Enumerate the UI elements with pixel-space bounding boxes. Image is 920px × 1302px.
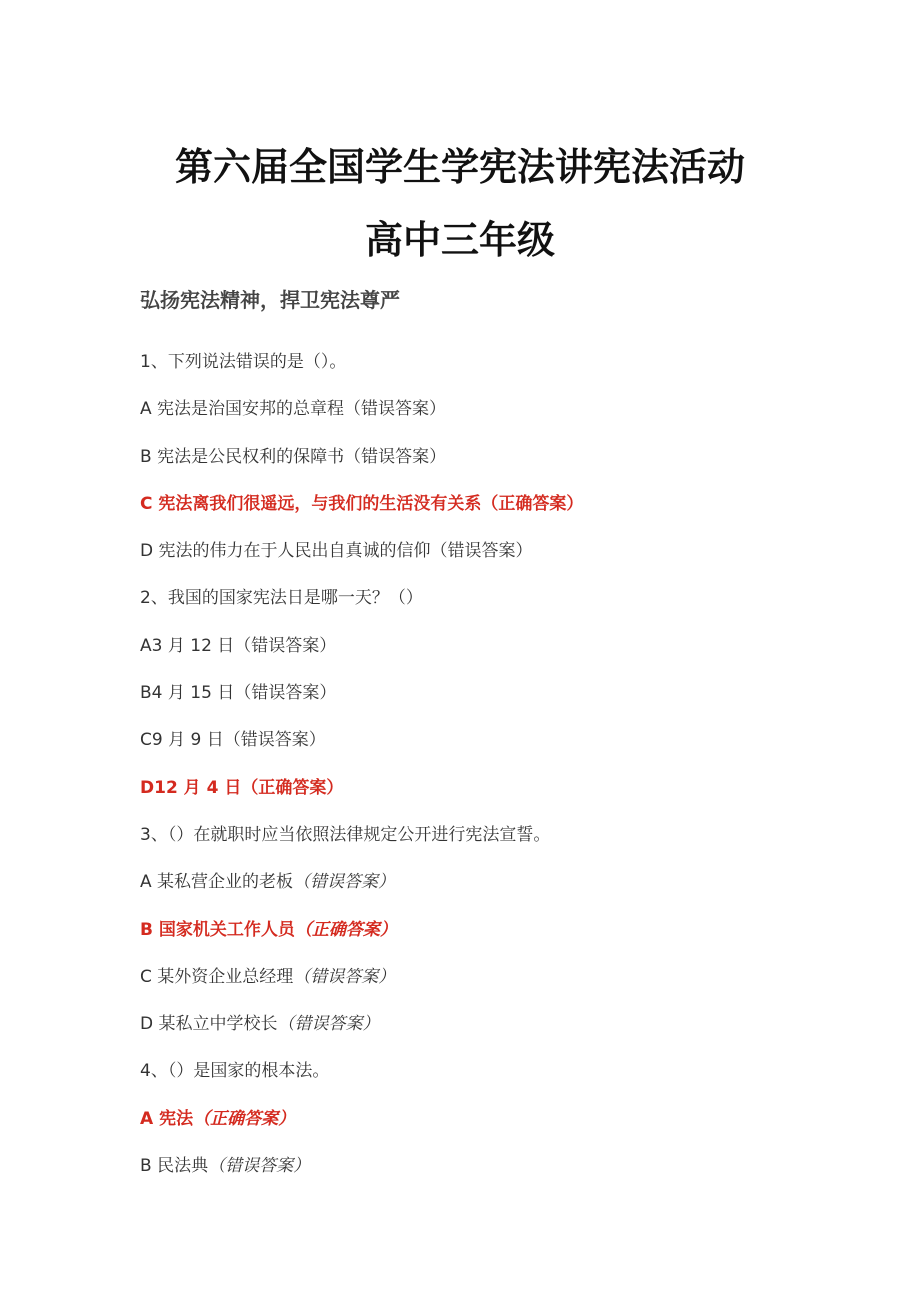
option-3d (140, 1012, 880, 1059)
line-text: B 国家机关工作人员 (140, 919, 295, 940)
option-2b (140, 681, 880, 728)
answer-tag: （错误答案） (277, 1014, 380, 1035)
answer-tag: （正确答案） (241, 777, 344, 798)
question-list (140, 350, 880, 1201)
answer-tag: （错误答案） (293, 872, 396, 893)
answer-tag: （正确答案） (294, 919, 397, 940)
option-3a (140, 870, 880, 917)
line-text: 3、（）在就职时应当依照法律规定公开进行宪法宣誓。 (140, 824, 551, 845)
answer-tag: （正确答案） (481, 493, 584, 514)
question-4 (140, 1059, 880, 1106)
answer-tag: （错误答案） (234, 683, 337, 704)
option-3c (140, 965, 880, 1012)
option-1d (140, 539, 880, 586)
answer-tag: （正确答案） (193, 1108, 296, 1129)
line-text: 1、下列说法错误的是（）。 (140, 352, 347, 372)
line-text: B 宪法是公民权利的保障书 (140, 446, 345, 467)
line-text: C9 月 9 日 (140, 730, 224, 751)
question-2 (140, 586, 880, 633)
line-text: C 宪法离我们很遥远，与我们的生活没有关系 (140, 493, 482, 514)
line-text: A 宪法 (140, 1108, 194, 1129)
document-subtitle: 弘扬宪法精神，捍卫宪法尊严 (140, 288, 400, 312)
answer-tag: （错误答案） (208, 1156, 311, 1177)
line-text: D12 月 4 日 (140, 777, 242, 798)
question-3 (140, 823, 880, 870)
option-2c (140, 728, 880, 775)
answer-tag: （错误答案） (293, 966, 396, 987)
line-text: A3 月 12 日 (140, 635, 235, 656)
answer-tag: （错误答案） (344, 446, 447, 467)
line-text: 4、（）是国家的根本法。 (140, 1061, 330, 1082)
option-2d-correct (140, 776, 880, 823)
answer-tag: （错误答案） (430, 541, 533, 562)
line-text: B 民法典 (140, 1156, 209, 1177)
option-1a (140, 397, 880, 444)
option-3b-correct (140, 918, 880, 965)
option-1b (140, 445, 880, 492)
line-text: B4 月 15 日 (140, 683, 235, 704)
line-text: C 某外资企业总经理 (140, 966, 294, 987)
answer-tag: （错误答案） (234, 635, 337, 656)
line-text: 2、我国的国家宪法日是哪一天？（） (140, 588, 423, 609)
option-2a (140, 634, 880, 681)
option-4a-correct (140, 1107, 880, 1154)
line-text: D 宪法的伟力在于人民出自真诚的信仰 (140, 541, 431, 562)
document-grade-title: 高中三年级 (364, 218, 555, 262)
line-text: D 某私立中学校长 (140, 1014, 278, 1035)
line-text: A 宪法是治国安邦的总章程 (140, 399, 345, 420)
option-1c-correct (140, 492, 880, 539)
answer-tag: （错误答案） (223, 730, 326, 751)
line-text: A 某私营企业的老板 (140, 872, 294, 893)
document-title: 第六届全国学生学宪法讲宪法活动 (174, 145, 745, 189)
answer-tag: （错误答案） (344, 399, 447, 420)
question-1 (140, 350, 880, 397)
option-4b (140, 1154, 880, 1201)
